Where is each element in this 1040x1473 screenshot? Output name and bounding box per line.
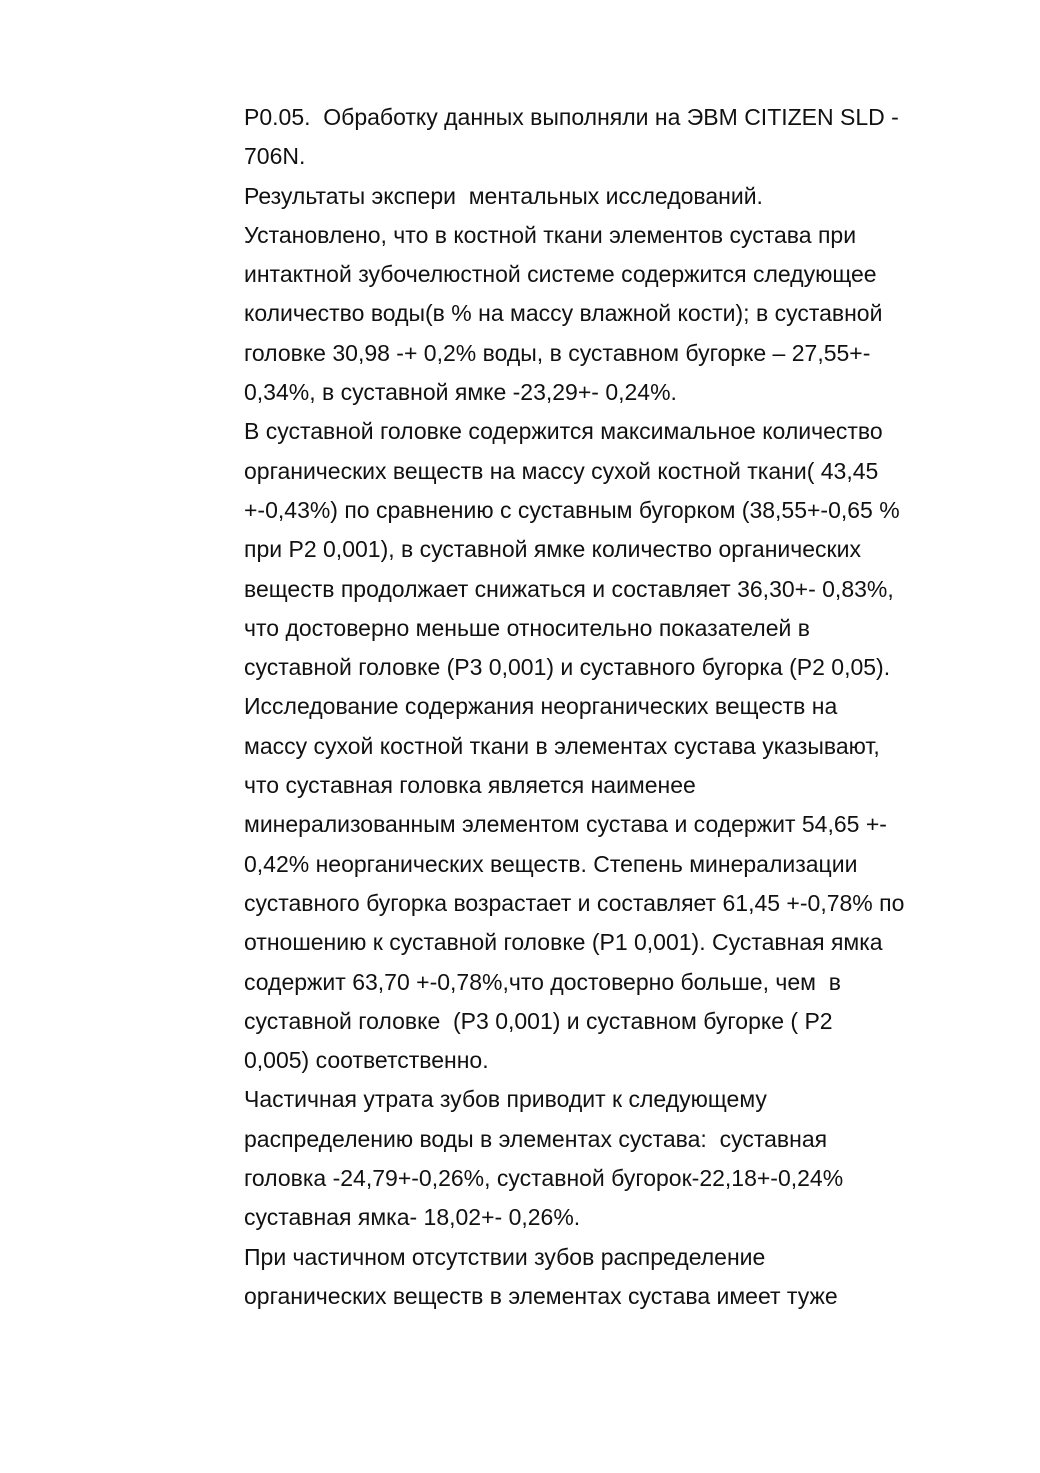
text-line: при Р2 0,001), в суставной ямке количество органических: [244, 536, 861, 563]
text-line: массу сухой костной ткани в элементах сустава указывают,: [244, 732, 880, 759]
text-line: головка -24,79+-0,26%, суставной бугорок-22,18+-0,24%: [244, 1165, 844, 1192]
text-line: распределению воды в элементах сустава: суставная: [244, 1125, 828, 1152]
text-line: 706N.: [244, 143, 306, 170]
text-line: интактной зубочелюстной системе содержится следующее: [244, 261, 877, 288]
text-line: суставного бугорка возрастает и составляет 61,45 +-0,78% по: [244, 889, 905, 916]
text-line: отношению к суставной головке (Р1 0,001). Суставная ямка: [244, 929, 883, 956]
text-line: суставной головке (Р3 0,001) и суставном бугорке ( Р2: [244, 1007, 833, 1034]
text-line: минерализованным элементом сустава и содержит 54,65 +-: [244, 811, 887, 838]
text-line: Частичная утрата зубов приводит к следующему: [244, 1086, 767, 1113]
text-line: При частичном отсутствии зубов распределение: [244, 1243, 766, 1270]
text-line: Р0.05. Обработку данных выполняли на ЭВМ CITIZEN SLD -: [244, 104, 899, 130]
text-line: головке 30,98 -+ 0,2% воды, в суставном бугорке – 27,55+-: [244, 339, 871, 366]
text-line: Исследование содержания неорганических веществ на: [244, 693, 838, 720]
text-line: количество воды(в % на массу влажной кости); в суставной: [244, 300, 883, 327]
text-line: органических веществ в элементах сустава имеет туже: [244, 1282, 838, 1309]
text-line: органических веществ на массу сухой костной ткани( 43,45: [244, 457, 879, 484]
text-line: что суставная головка является наименее: [244, 772, 696, 799]
text-line: суставной головке (Р3 0,001) и суставного бугорка (Р2 0,05).: [244, 654, 891, 681]
text-line: 0,005) соответственно.: [244, 1047, 489, 1074]
text-line: содержит 63,70 +-0,78%,что достоверно больше, чем в: [244, 968, 841, 995]
text-line: +-0,43%) по сравнению с суставным бугорком (38,55+-0,65 %: [244, 496, 900, 523]
document-body-text: [244, 98, 984, 1316]
text-line: В суставной головке содержится максимальное количество: [244, 418, 883, 445]
text-line: 0,42% неорганических веществ. Степень минерализации: [244, 850, 858, 877]
text-line: 0,34%, в суставной ямке -23,29+- 0,24%.: [244, 379, 677, 406]
text-line: Установлено, что в костной ткани элементов сустава при: [244, 221, 857, 248]
text-line: веществ продолжает снижаться и составляет 36,30+- 0,83%,: [244, 575, 894, 602]
text-line: суставная ямка- 18,02+- 0,26%.: [244, 1204, 581, 1231]
text-line: что достоверно меньше относительно показателей в: [244, 614, 810, 641]
text-line: Результаты экспери ментальных исследований.: [244, 182, 763, 209]
